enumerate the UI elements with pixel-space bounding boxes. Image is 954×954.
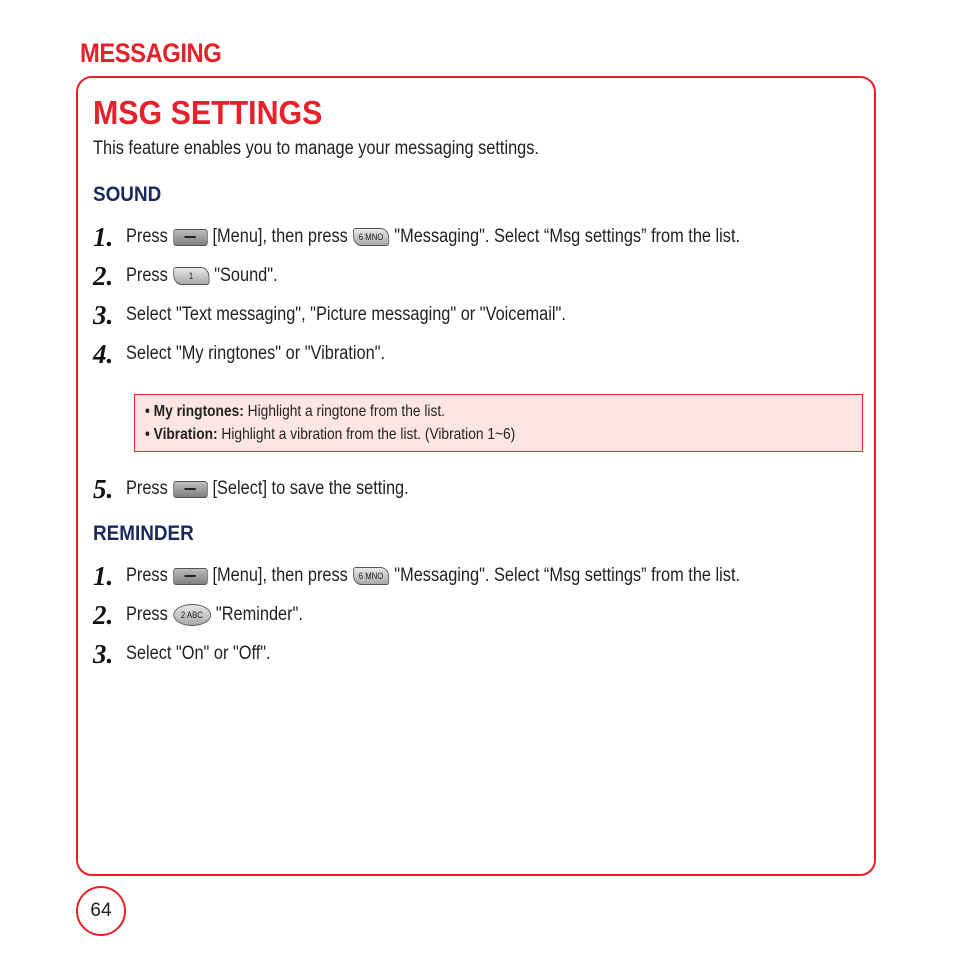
step-number: 1.: [93, 560, 114, 591]
one-key-icon: 1: [173, 267, 209, 285]
sound-heading: SOUND: [93, 183, 162, 206]
step-number: 2.: [93, 260, 114, 291]
reminder-step-1: [93, 561, 846, 591]
step-text: Select "On" or "Off".: [126, 643, 271, 664]
page-title: MSG SETTINGS: [93, 94, 323, 131]
step-number: 5.: [93, 473, 114, 504]
step-text: [Select] to save the setting.: [212, 478, 409, 499]
step-number: 2.: [93, 599, 114, 630]
note-text: Highlight a vibration from the list. (Vibration 1~6): [217, 426, 516, 443]
step-text: "Messaging". Select “Msg settings” from the list.: [394, 226, 741, 247]
two-abc-key-icon: 2 ABC: [173, 604, 211, 626]
reminder-step-3: [93, 639, 300, 669]
step-text: Press: [126, 265, 168, 286]
sound-step-2: [93, 261, 308, 291]
step-text: "Sound".: [214, 265, 278, 286]
step-text: Select "My ringtones" or "Vibration".: [126, 343, 386, 364]
step-number: 1.: [93, 221, 114, 252]
sound-step-5: [93, 474, 461, 504]
step-text: Press: [126, 226, 168, 247]
reminder-heading: REMINDER: [93, 522, 194, 545]
sound-step-1: [93, 222, 846, 252]
step-text: "Reminder".: [215, 604, 303, 625]
step-number: 4.: [93, 338, 114, 369]
note-label: • My ringtones:: [145, 403, 244, 420]
step-text: [Menu], then press: [212, 565, 348, 586]
note-label: • Vibration:: [145, 426, 218, 443]
page-number: 64: [90, 900, 112, 921]
note-line-vibration: [145, 423, 753, 446]
soft-key-icon: [173, 229, 207, 246]
step-text: Press: [126, 565, 168, 586]
step-text: Select "Text messaging", "Picture messaging" or "Voicemail".: [126, 304, 566, 325]
six-mno-key-icon: 6 MNO: [353, 228, 389, 246]
note-text: Highlight a ringtone from the list.: [243, 403, 445, 420]
intro-text: This feature enables you to manage your messaging settings.: [93, 138, 539, 159]
step-text: "Messaging". Select “Msg settings” from the list.: [394, 565, 741, 586]
sound-step-4: [93, 339, 433, 369]
note-box: [134, 394, 863, 452]
reminder-step-2: [93, 600, 338, 630]
step-number: 3.: [93, 638, 114, 669]
note-line-ringtones: [145, 400, 753, 423]
step-number: 3.: [93, 299, 114, 330]
page-number-badge: [76, 886, 126, 936]
soft-key-icon: [173, 568, 207, 585]
six-mno-key-icon: 6 MNO: [353, 567, 389, 585]
step-text: Press: [126, 478, 168, 499]
sound-step-3: [93, 300, 643, 330]
section-header: MESSAGING: [80, 38, 222, 68]
step-text: Press: [126, 604, 168, 625]
soft-key-icon: [173, 481, 207, 498]
step-text: [Menu], then press: [212, 226, 348, 247]
